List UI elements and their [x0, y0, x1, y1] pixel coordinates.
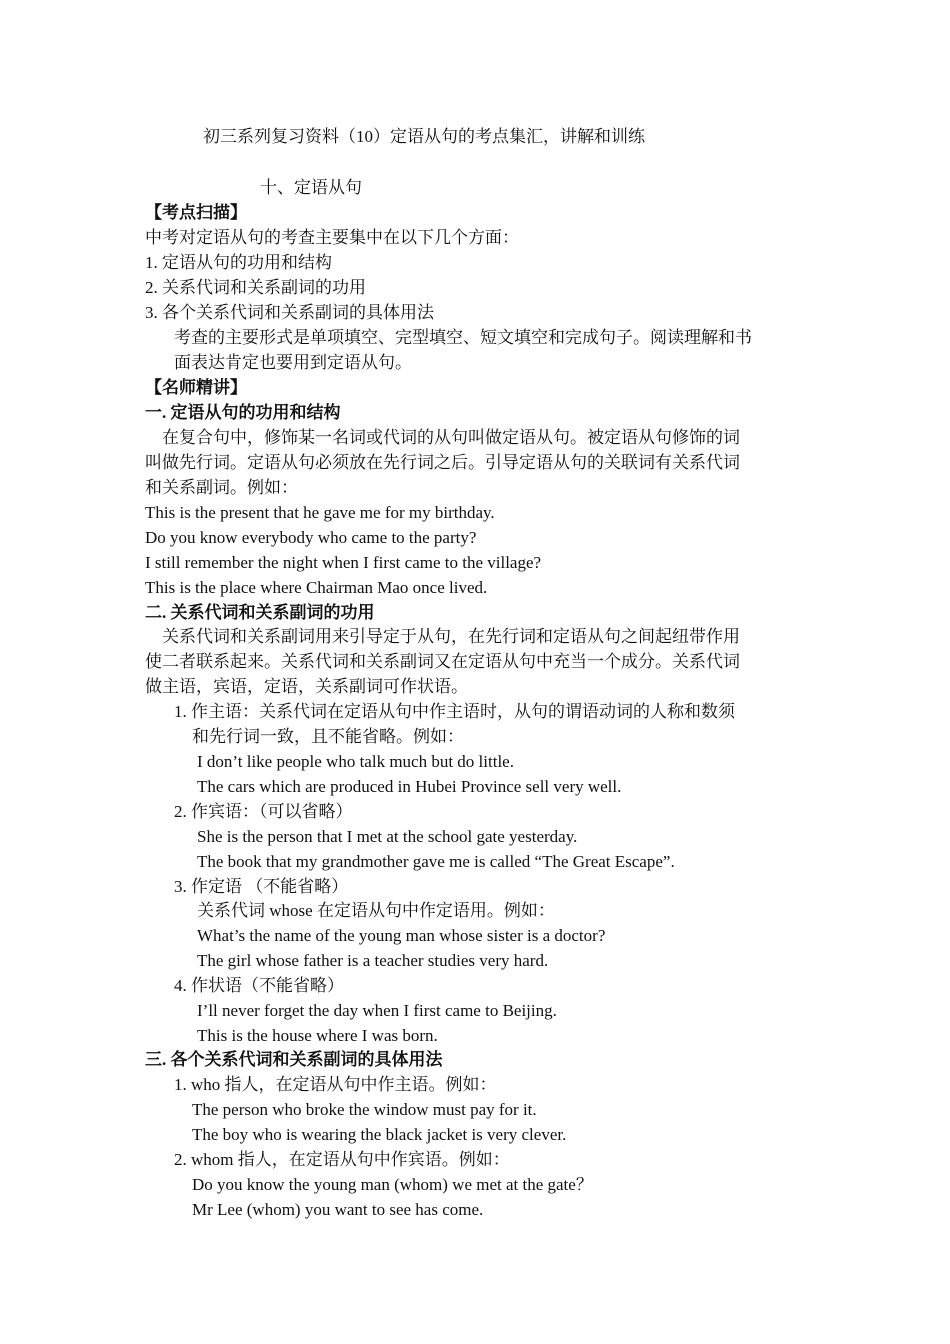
example-sentence: Do you know everybody who came to the party? — [145, 528, 477, 547]
list-item-label: 1. who 指人，在定语从句中作主语。例如： — [174, 1075, 497, 1094]
example-sentence: Do you know the young man (whom) we met at the gate？ — [192, 1175, 593, 1194]
example-sentence: I still remember the night when I first came to the village? — [145, 553, 542, 572]
example-sentence: This is the present that he gave me for my birthday. — [145, 503, 495, 522]
document-title: 初三系列复习资料（10）定语从句的考点集汇，讲解和训练 — [203, 127, 645, 146]
example-sentence: I don’t like people who talk much but do little. — [197, 752, 514, 771]
example-sentence: The girl whose father is a teacher studies very hard. — [197, 951, 549, 970]
scan-note-line: 考查的主要形式是单项填空、完型填空、短文填空和完成句子。阅读理解和书 — [174, 328, 752, 347]
section-1-title: 一. 定语从句的功用和结构 — [145, 403, 341, 422]
scan-intro: 中考对定语从句的考查主要集中在以下几个方面： — [145, 228, 519, 247]
scan-note-line: 面表达肯定也要用到定语从句。 — [174, 353, 412, 372]
paragraph-line: 关系代词和关系副词用来引导定于从句，在先行词和定语从句之间起纽带作用 — [162, 627, 740, 646]
list-item-label: 2. 作宾语：（可以省略） — [174, 802, 353, 821]
example-sentence: This is the place where Chairman Mao once lived. — [145, 578, 488, 597]
list-item-label: 4. 作状语（不能省略） — [174, 976, 344, 995]
paragraph-line: 使二者联系起来。关系代词和关系副词又在定语从句中充当一个成分。关系代词 — [145, 652, 740, 671]
example-sentence: What’s the name of the young man whose sister is a doctor? — [197, 926, 606, 945]
chapter-title: 十、定语从句 — [260, 178, 362, 197]
list-item-label: 1. 作主语：关系代词在定语从句中作主语时，从句的谓语动词的人称和数须 — [174, 702, 735, 721]
paragraph-line: 在复合句中，修饰某一名词或代词的从句叫做定语从句。被定语从句修饰的词 — [162, 428, 740, 447]
paragraph-line: 和关系副词。例如： — [145, 478, 298, 497]
section-heading-lecture: 【名师精讲】 — [145, 378, 247, 397]
example-sentence: Mr Lee (whom) you want to see has come. — [192, 1200, 484, 1219]
example-sentence: This is the house where I was born. — [197, 1026, 438, 1045]
scan-item: 2. 关系代词和关系副词的功用 — [145, 278, 366, 297]
list-item-label: 3. 作定语 （不能省略） — [174, 877, 349, 896]
example-sentence: The book that my grandmother gave me is called “The Great Escape”. — [197, 852, 675, 871]
list-item-continuation: 和先行词一致，且不能省略。例如： — [192, 727, 464, 746]
section-2-title: 二. 关系代词和关系副词的功用 — [145, 603, 375, 622]
example-sentence: The person who broke the window must pay for it. — [192, 1100, 537, 1119]
example-sentence: The cars which are produced in Hubei Province sell very well. — [197, 777, 622, 796]
section-heading-scan: 【考点扫描】 — [145, 203, 247, 222]
paragraph-line: 叫做先行词。定语从句必须放在先行词之后。引导定语从句的关联词有关系代词 — [145, 453, 740, 472]
list-item-note: 关系代词 whose 在定语从句中作定语用。例如： — [197, 901, 555, 920]
paragraph-line: 做主语，宾语，定语，关系副词可作状语。 — [145, 677, 468, 696]
scan-item: 3. 各个关系代词和关系副词的具体用法 — [145, 303, 434, 322]
list-item-label: 2. whom 指人，在定语从句中作宾语。例如： — [174, 1150, 510, 1169]
example-sentence: She is the person that I met at the school gate yesterday. — [197, 827, 578, 846]
example-sentence: The boy who is wearing the black jacket is very clever. — [192, 1125, 567, 1144]
example-sentence: I’ll never forget the day when I first came to Beijing. — [197, 1001, 557, 1020]
section-3-title: 三. 各个关系代词和关系副词的具体用法 — [145, 1050, 443, 1069]
scan-item: 1. 定语从句的功用和结构 — [145, 253, 332, 272]
